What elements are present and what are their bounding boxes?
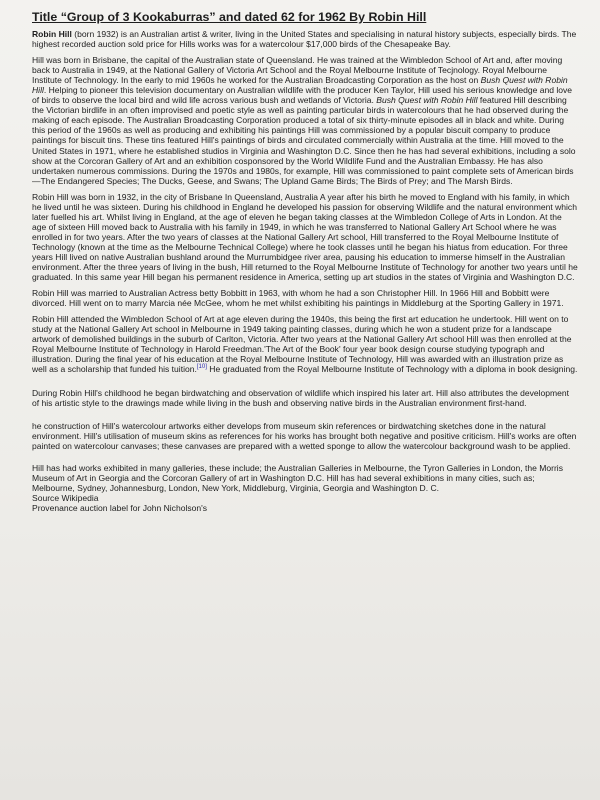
provenance-line: Provenance auction label for John Nicholson's xyxy=(32,502,208,513)
education-tail: He graduated from the Royal Melbourne Institute of Technology with a diploma in book designing. xyxy=(206,364,578,375)
show-title-1: Bush Quest with Robin Hill xyxy=(32,75,568,96)
paragraph-career xyxy=(32,55,578,186)
paragraph-exhibitions xyxy=(32,463,578,513)
exhibitions-text: Hill has had works exhibited in many galleries, these include; the Australian Galleries in Melbourne, the Tyron Galleries in London, the Morris Museum of Art in Georgia and the Corcoran Gallery of art in Washington D.C. Hill has had several exhibitions in many cities, such as; Melbourne, Sydney, Johannesburg, London, New York, Middleburg, Virginia, Georgia and Washington D. C. xyxy=(32,462,563,493)
paragraph-personal-life: Robin Hill was married to Australian Actress betty Bobbitt in 1963, with whom he had a son Christopher Hill. In 1966 Hill and Bobbitt were divorced. Hill went on to marry Marcia née McGee, whom he met whilst exhibiting his paintings in Middleburg at the Sporting Gallery in 1971. xyxy=(32,288,564,309)
source-line: Source Wikipedia xyxy=(32,492,99,503)
artist-name: Robin Hill xyxy=(32,29,72,39)
career-text-c: featured Hill describing the Victorian birdlife in an often improvised and poetic style as well as painting particular birds in watercolours that he had observed during the making of each episode. The Australian Broadcasting Corporation produced a total of six thirty-minute episodes all in black and white. During this period of the 1960s as well as producing and exhibiting his paintings Hill was commissioned by a popular biscuit company to produce paintings for biscuit tins. These tins featured Hill's paintings of birds and circulated commercially within Australia at the time. Hill moved to the United States in 1971, where he established studios in Virginia and Washington D.C. Since then he has had several exhibitions, including a solo show at the Corcoran Gallery of Art and an exhibition cosponsored by the World Wildlife Fund and the Australian Embassy. He has also undertaken numerous commissions. During the 1970s and 1980s, for example, Hill was commissioned to paint complete sets of American birds—The Endangered Species; The Ducks, Geese, and Swans; The Upland Game Birds; The Birds of Prey; and The Marsh Birds. xyxy=(32,95,576,186)
career-text-a: Hill was born in Brisbane, the capital of the Australian state of Queensland. He was trained at the Wimbledon School of Art and, after moving back to Australia in 1949, at the National Gallery of Victoria Art School and the Royal Melbourne Institute of Tecjnology. Royal Melbourne Institute of Technology. In the early to mid 1960s he worked for the Australian Broadcasting Corporation as the host on xyxy=(32,55,563,86)
paragraph-influences: During Robin Hill's childhood he began birdwatching and observation of wildlife which inspired his later art. Hill also attributes the development of his artistic style to the drawings made while living in the bush and observing native birds in the Australian environment first-hand. xyxy=(32,387,570,408)
paragraph-early-life: Robin Hill was born in 1932, in the city of Brisbane In Queensland, Australia A year after his birth he moved to England with his family, in which he lived until he was sixteen. During his childhood in England he developed his passion for observing Wildlife and the natural environment which later fuelled his art. Whilst living in England, at the age of eleven he began taking classes at the Wimbledon College of Arts in London. At the age of sixteen Hill moved back to Australia with his family in 1949, in which he was transferred to National Gallery Art School where he was enrolled in for two years. After the two years of classes at the National Gallery Art school, Hill transferred to the Royal Melbourne Institute of Technology (known at the time as the Melbourne Technical College) where he took classes until he began his hiatus from education. For three years Hill lived on native Australian bushland around the Murrumbidgee river area, pausing his education to immerse himself in the Australian environment. After the three years of living in the bush, Hill returned to the Royal Melbourne Institute of Technology for another two years until he graduated. In this same year Hill began his permanent residence in America, setting up art studios in the states of Virginia and Washington D.C. xyxy=(32,191,578,283)
page-title: Title “Group of 3 Kookaburras” and dated 62 for 1962 By Robin Hill xyxy=(32,10,427,24)
education-text: Robin Hill attended the Wimbledon School of Art at age eleven during the 1940s, this being the first art education he undertook. Hill went on to study at the National Gallery Art school in Melbourne in 1949 taking painting classes, during which he won a student prize for a landscape artwork of demolished buildings in the suburb of Carlton, Victoria. After two years at the National Gallery Art school Hill was then enrolled at the Royal Melbourne Institute of Technology in Harold Freedman.'The Art of the Book' four year book design course studying typograph and illustration. During the final year of his education at the Royal Melbourne Institute of Technology, Hill was awarded with an illustration prize as well as a scholarship that funded his tuition. xyxy=(32,314,572,375)
paragraph-technique: he construction of Hill's watercolour artworks either develops from museum skin references or birdwatching sketches done in the natural environment. Hill's utilisation of museum skins as references for his works has brought both negative and positive criticism. Hill's works are often painted on watercolour canvases; these canvases are prepared with a wetted sponge to allow the watercolour background wash to be applied. xyxy=(32,420,577,451)
show-title-2: Bush Quest with Robin Hill xyxy=(376,95,478,106)
paragraph-education xyxy=(32,314,578,374)
reference-marker: [10] xyxy=(196,364,207,371)
career-text-b: . Helping to pioneer this television documentary on Australian wildlife with the producer Ken Taylor, Hill used his serious knowledge and love of birds to observe the local bird and wild life across various bush and wetlands of Victoria. xyxy=(32,85,573,106)
paragraph-intro xyxy=(32,29,578,49)
intro-text: (born 1932) is an Australian artist & writer, living in the United States and specialising in natural history subjects, especially birds. The highest recorded auction sold price for Hills works was for a watercolour $17,000 birds of the Chesapeake Bay. xyxy=(32,29,577,50)
